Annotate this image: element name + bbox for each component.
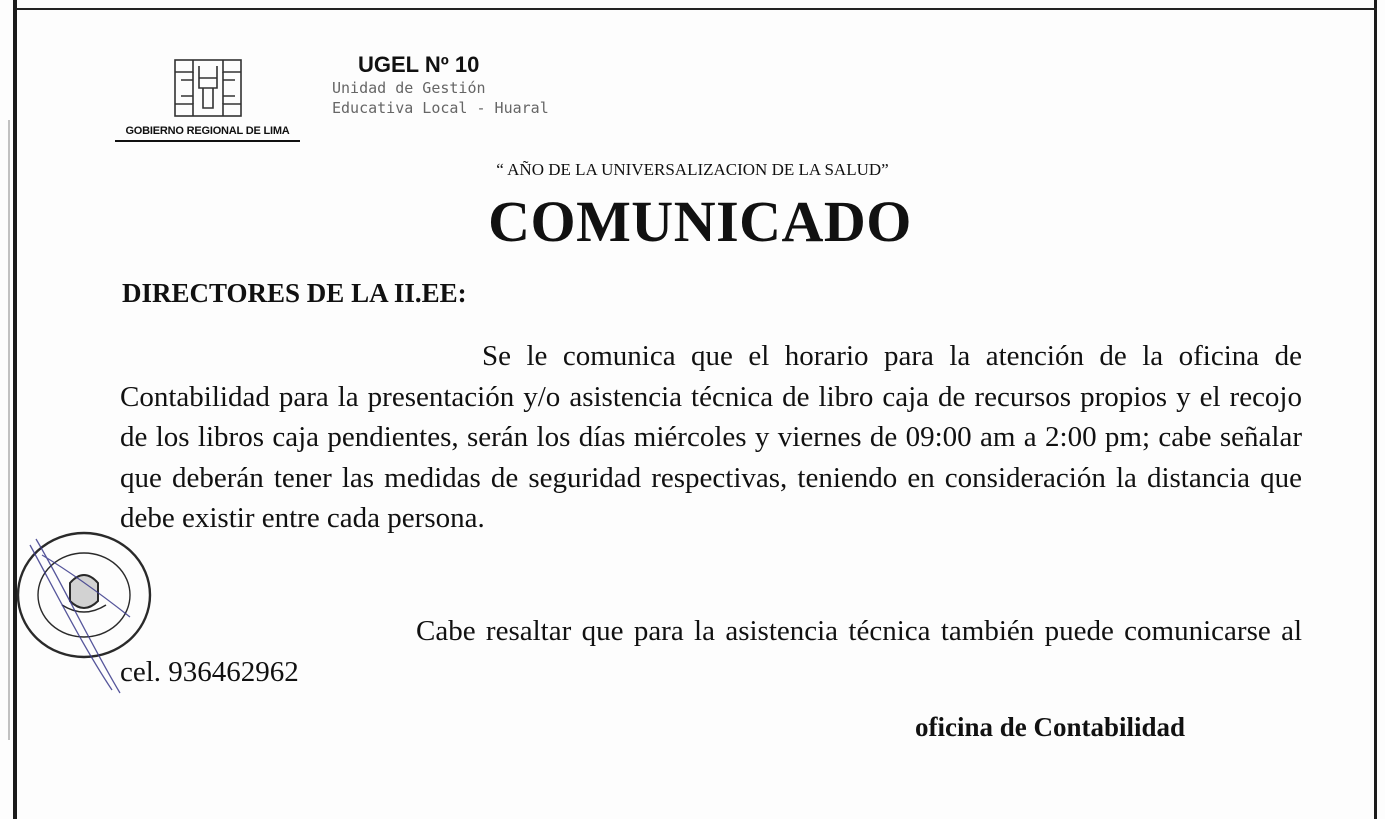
- signature-office: oficina de Contabilidad: [915, 712, 1186, 742]
- ugel-subtitle-line2: Educativa Local - Huaral: [332, 99, 549, 117]
- scan-border-top: [17, 8, 1377, 10]
- recipient-line: DIRECTORES DE LA II.EE:: [122, 278, 467, 308]
- ugel-header: [332, 52, 592, 118]
- year-motto: “ AÑO DE LA UNIVERSALIZACION DE LA SALUD”: [496, 160, 889, 179]
- official-seal-stamp-icon: [12, 525, 162, 695]
- logo-caption: GOBIERNO REGIONAL DE LIMA: [115, 125, 300, 142]
- gobierno-regional-logo: [115, 58, 305, 150]
- document-heading: COMUNICADO: [488, 189, 912, 254]
- ugel-title: UGEL Nº 10: [358, 52, 480, 77]
- scan-border-left: [13, 0, 17, 819]
- body-paragraph-1: Se le comunica que el horario para la atención de la oficina de Contabilidad para la presentación y/o asistencia técnica de libro caja de recursos propios y el recojo de los libros caja pendientes, serán los días miércoles y viernes de 09:00 am a 2:00 pm; cabe señalar que deberán tener las medidas de seguridad respectivas, teniendo en consideración la distancia que debe existir entre cada persona.: [120, 340, 1302, 534]
- regional-government-emblem-icon: [173, 58, 243, 120]
- ugel-subtitle-line1: Unidad de Gestión: [332, 79, 486, 97]
- scan-border-right: [1374, 0, 1377, 819]
- body-paragraph-2: Cabe resaltar que para la asistencia técnica también puede comunicarse al cel. 936462962: [120, 615, 1302, 688]
